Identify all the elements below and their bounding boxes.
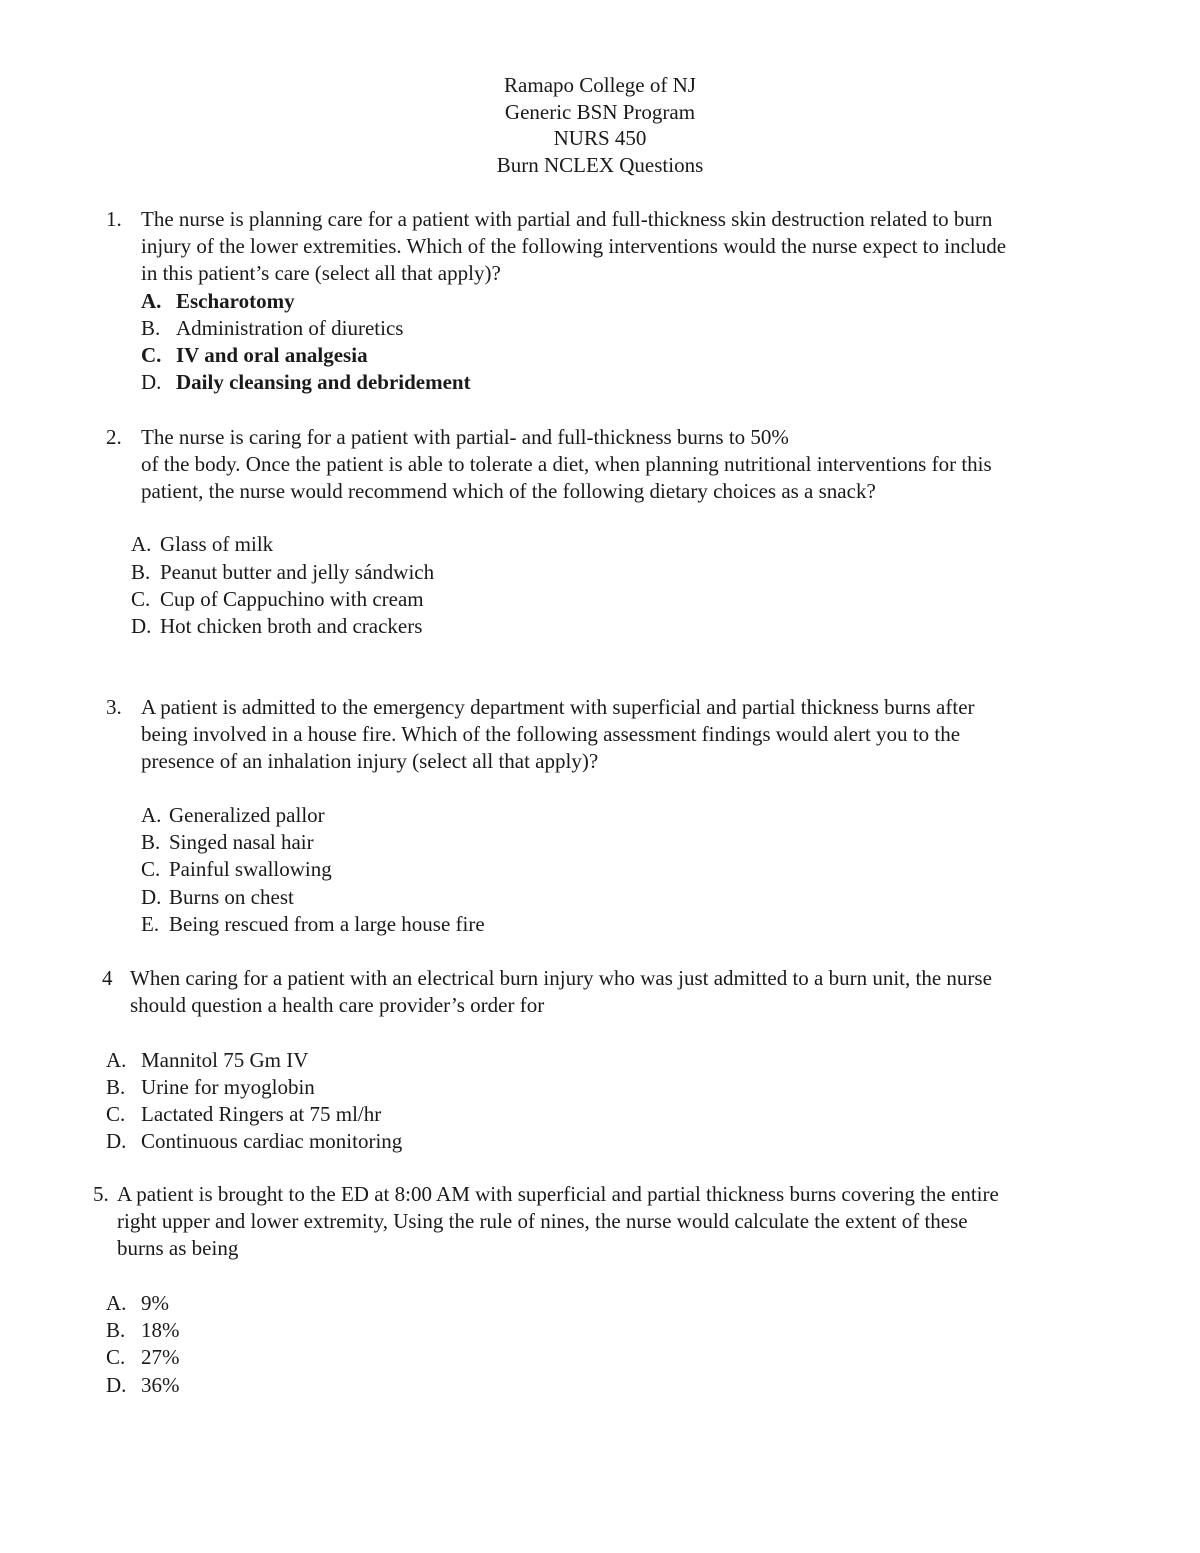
option-letter: D. (141, 885, 162, 909)
program-name: Generic BSN Program (504, 99, 696, 124)
option-letter: C. (141, 857, 161, 881)
option-letter: B. (106, 1075, 126, 1099)
option-letter: B. (141, 830, 161, 854)
option-letter: E. (141, 912, 160, 936)
question-number: 3. (106, 695, 122, 719)
option-letter: A. (106, 1291, 127, 1315)
option-text: 36% (141, 1373, 180, 1397)
option-letter: B. (106, 1318, 126, 1342)
question-line: in this patient’s care (select all that apply)? (141, 261, 501, 285)
option-letter: C. (106, 1102, 126, 1126)
option-letter: D. (106, 1129, 127, 1153)
option-text: Burns on chest (169, 885, 294, 909)
question-line: The nurse is caring for a patient with partial- and full-thickness burns to 50% (141, 425, 789, 449)
option-letter: A. (141, 289, 162, 313)
course-code: NURS 450 (553, 126, 647, 150)
option-letter: B. (141, 316, 161, 340)
document-header (0, 72, 1200, 178)
question-line: A patient is brought to the ED at 8:00 AM with superficial and partial thickness burns covering the entire (117, 1182, 999, 1206)
question-line: of the body. Once the patient is able to tolerate a diet, when planning nutritional interventions for this (141, 452, 992, 476)
option-letter: D. (131, 614, 152, 638)
question-line: should question a health care provider’s order for (130, 993, 545, 1017)
option-letter: B. (131, 560, 151, 584)
option-text: Hot chicken broth and crackers (160, 614, 423, 638)
option-text: Urine for myoglobin (141, 1075, 315, 1099)
option-text: Painful swallowing (169, 857, 332, 881)
question-stem (141, 206, 1006, 287)
question-line: patient, the nurse would recommend which of the following dietary choices as a snack? (141, 479, 876, 503)
question-line: burns as being (117, 1236, 239, 1260)
option-text: 18% (141, 1318, 180, 1342)
question-number: 4 (102, 966, 113, 990)
option-text: Singed nasal hair (169, 830, 314, 854)
option-letter: A. (106, 1048, 127, 1072)
option-letter: C. (141, 343, 162, 367)
option-text: Cup of Cappuchino with cream (160, 587, 424, 611)
question-line: injury of the lower extremities. Which of the following interventions would the nurse expect to include (141, 234, 1007, 258)
option-text: Continuous cardiac monitoring (141, 1129, 403, 1153)
question-stem (141, 694, 975, 775)
option-text: 27% (141, 1345, 180, 1369)
option-text: Peanut butter and jelly sándwich (160, 560, 435, 584)
college-name: Ramapo College of NJ (504, 73, 696, 97)
question-line: A patient is admitted to the emergency department with superficial and partial thickness burns after (141, 695, 975, 719)
question-line: presence of an inhalation injury (select all that apply)? (141, 749, 599, 773)
question-stem (141, 424, 992, 505)
question-number: 5. (93, 1182, 109, 1206)
option-letter: C. (131, 587, 151, 611)
document-title: Burn NCLEX Questions (496, 152, 704, 177)
option-letter: C. (106, 1345, 126, 1369)
option-text: Mannitol 75 Gm IV (141, 1048, 309, 1072)
option-text: Being rescued from a large house fire (169, 912, 485, 936)
question-line: When caring for a patient with an electrical burn injury who was just admitted to a burn unit, the nurse (130, 966, 992, 990)
option-text: Generalized pallor (169, 803, 325, 827)
option-letter: D. (106, 1373, 127, 1397)
question-stem (117, 1181, 999, 1262)
option-text: 9% (141, 1291, 169, 1315)
option-text: Escharotomy (176, 289, 295, 313)
option-letter: A. (141, 803, 162, 827)
option-text: Administration of diuretics (176, 316, 404, 340)
option-text: Daily cleansing and debridement (176, 370, 471, 394)
option-text: Glass of milk (160, 532, 274, 556)
option-letter: D. (141, 370, 162, 394)
question-number: 1. (106, 207, 122, 231)
question-line: right upper and lower extremity, Using the rule of nines, the nurse would calculate the extent of these (117, 1209, 968, 1233)
question-line: The nurse is planning care for a patient with partial and full-thickness skin destruction related to burn (141, 207, 993, 231)
question-line: being involved in a house fire. Which of the following assessment findings would alert you to the (141, 722, 961, 746)
question-number: 2. (106, 425, 122, 449)
option-text: Lactated Ringers at 75 ml/hr (141, 1102, 382, 1126)
option-text: IV and oral analgesia (176, 343, 368, 367)
option-letter: A. (131, 532, 152, 556)
question-stem (130, 965, 992, 1019)
